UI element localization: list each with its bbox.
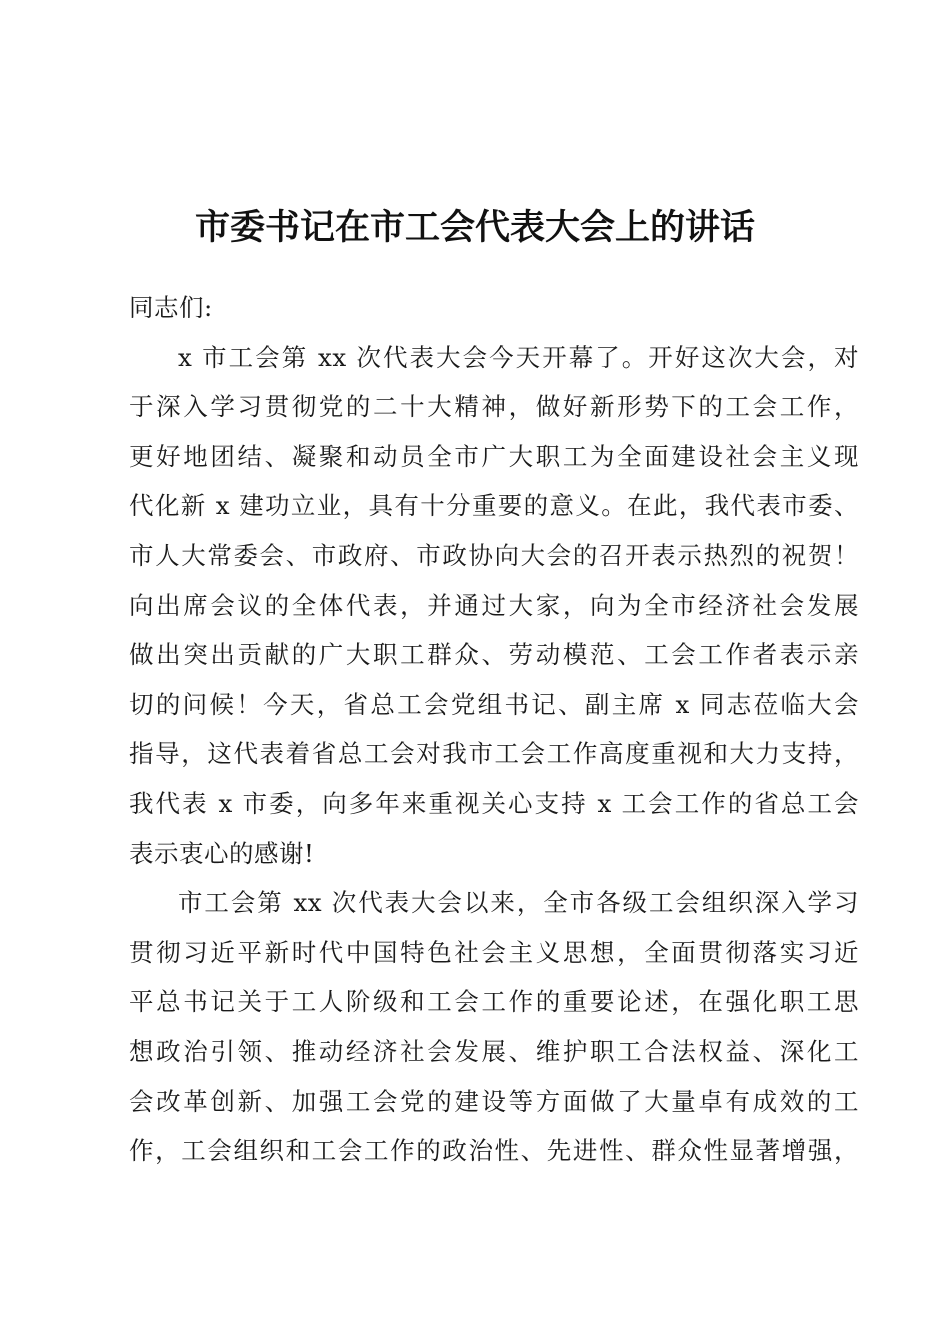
paragraph-line: 贯彻习近平新时代中国特色社会主义思想，全面贯彻落实习近 (129, 937, 859, 967)
paragraph-line: 代化新 x 建功立业，具有十分重要的意义。在此，我代表市委、 (129, 491, 859, 521)
paragraph-line: 表示衷心的感谢! (129, 838, 315, 868)
paragraph-1 (129, 333, 859, 879)
paragraph-line: 更好地团结、凝聚和动员全市广大职工为全面建设社会主义现 (129, 441, 859, 471)
salutation: 同志们: (129, 293, 213, 322)
paragraph-line: 向出席会议的全体代表，并通过大家，向为全市经济社会发展 (129, 590, 859, 620)
paragraph-2 (129, 878, 859, 1176)
paragraph-line: 我代表 x 市委，向多年来重视关心支持 x 工会工作的省总工会 (129, 788, 859, 818)
paragraph-line: 指导，这代表着省总工会对我市工会工作高度重视和大力支持， (129, 739, 859, 769)
paragraph-line: 市工会第 xx 次代表大会以来，全市各级工会组织深入学习 (178, 888, 859, 918)
paragraph-line: x 市工会第 xx 次代表大会今天开幕了。开好这次大会，对 (178, 342, 859, 372)
paragraph-line: 作，工会组织和工会工作的政治性、先进性、群众性显著增强， (129, 1136, 859, 1166)
paragraph-line: 做出突出贡献的广大职工群众、劳动模范、工会工作者表示亲 (129, 640, 859, 670)
paragraph-line: 想政治引领、推动经济社会发展、维护职工合法权益、深化工 (129, 1036, 859, 1066)
paragraph-line: 会改革创新、加强工会党的建设等方面做了大量卓有成效的工 (129, 1086, 859, 1116)
document-body (129, 283, 859, 1176)
paragraph-line: 切的问候！今天，省总工会党组书记、副主席 x 同志莅临大会 (129, 689, 859, 719)
paragraph-line: 平总书记关于工人阶级和工会工作的重要论述，在强化职工思 (129, 987, 859, 1017)
paragraph-line: 市人大常委会、市政府、市政协向大会的召开表示热烈的祝贺！ (129, 540, 859, 570)
document-title: 市委书记在市工会代表大会上的讲话 (194, 208, 755, 248)
paragraph-line: 于深入学习贯彻党的二十大精神，做好新形势下的工会工作， (129, 392, 859, 422)
